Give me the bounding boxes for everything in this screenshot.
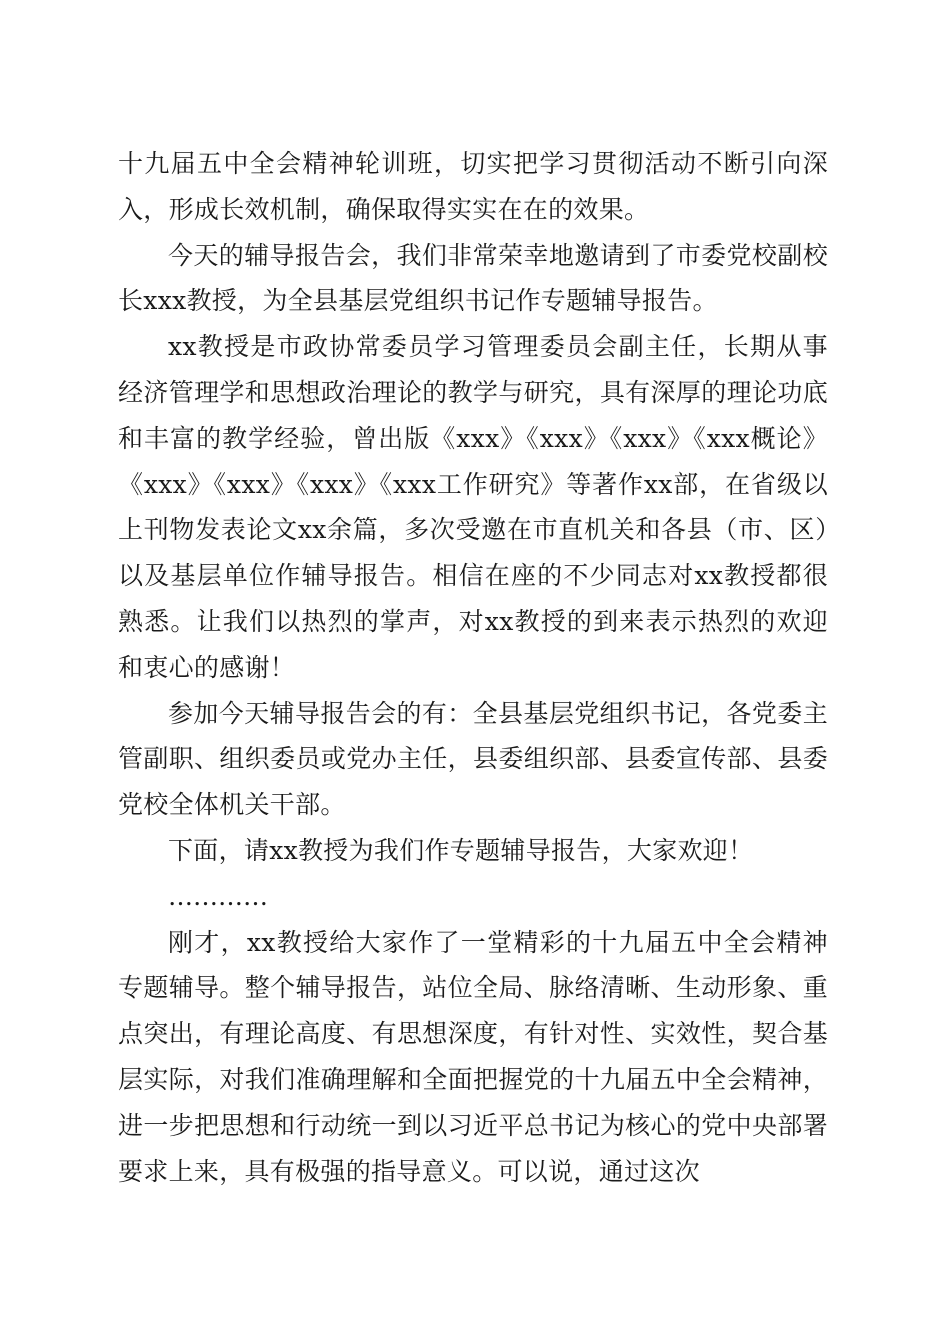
paragraph-invitation: 今天的辅导报告会，我们非常荣幸地邀请到了市委党校副校长xxx教授，为全县基层党组织书记作专题辅导报告。	[118, 240, 828, 316]
paragraph-attendees: 参加今天辅导报告会的有：全县基层党组织书记，各党委主管副职、组织委员或党办主任，县委组织部、县委宣传部、县委党校全体机关干部。	[118, 698, 828, 820]
paragraph-continued: 十九届五中全会精神轮训班，切实把学习贯彻活动不断引向深入，形成长效机制，确保取得实实在在的效果。	[118, 149, 828, 224]
document-body	[118, 141, 828, 1194]
paragraph-welcome: 下面，请xx教授为我们作专题辅导报告，大家欢迎！	[168, 835, 754, 865]
paragraph-speaker-intro: xx教授是市政协常委员学习管理委员会副主任，长期从事经济管理学和思想政治理论的教学与研究，具有深厚的理论功底和丰富的教学经验，曾出版《xxx》《xxx》《xxx》《xxx概论》《xxx》《xxx》《xxx》《xxx工作研究》等著作xx部，在省级以上刊物发表论文xx余篇，多次受邀在市直机关和各县（市、区）以及基层单位作辅导报告。相信在座的不少同志对xx教授都很熟悉。让我们以热烈的掌声，对xx教授的到来表示热烈的欢迎和衷心的感谢！	[118, 332, 828, 682]
ellipsis-separator: …………	[168, 881, 268, 911]
paragraph-summary: 刚才，xx教授给大家作了一堂精彩的十九届五中全会精神专题辅导。整个辅导报告，站位全局、脉络清晰、生动形象、重点突出，有理论高度、有思想深度，有针对性、实效性，契合基层实际，对我们准确理解和全面把握党的十九届五中全会精神，进一步把思想和行动统一到以习近平总书记为核心的党中央部署要求上来，具有极强的指导意义。可以说，通过这次	[118, 927, 828, 1186]
